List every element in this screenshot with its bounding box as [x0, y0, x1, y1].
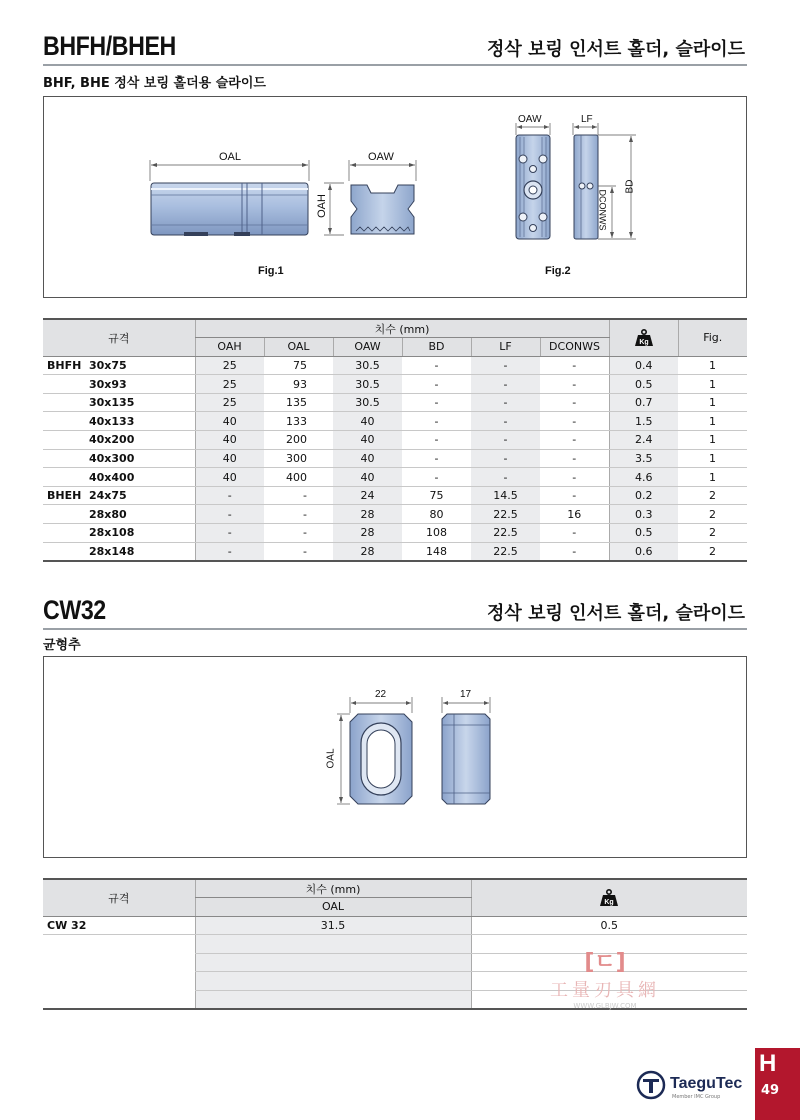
oah-cell: - [195, 542, 264, 561]
model-size: 28x108 [89, 526, 135, 540]
table-row [43, 356, 747, 375]
fig-cell: 2 [678, 542, 747, 561]
model-size: 28x148 [89, 544, 135, 558]
dim-label-oal: OAL [325, 748, 337, 769]
fig-cell: 2 [678, 524, 747, 543]
dconws-cell: - [540, 375, 609, 394]
svg-text:Kg: Kg [604, 898, 614, 906]
oal-cell: 31.5 [195, 916, 471, 935]
dim-label-oaw: OAW [368, 151, 394, 163]
oal-cell: 400 [264, 468, 333, 487]
section-header-cw32 [43, 596, 747, 630]
dim-label-22: 22 [375, 689, 387, 700]
header-weight [609, 319, 678, 356]
model-size: 30x75 [89, 358, 127, 372]
oaw-cell: 40 [333, 412, 402, 431]
model-group: BHFH [47, 358, 82, 372]
table-row [43, 431, 747, 450]
oal-cell: 93 [264, 375, 333, 394]
weight-cell: 0.3 [609, 505, 678, 524]
header-dimensions: 치수 (mm) [195, 879, 471, 898]
fig-cell: 2 [678, 486, 747, 505]
weight-cell: 2.4 [609, 431, 678, 450]
lf-cell: - [471, 412, 540, 431]
section-title-korean: 정삭 보링 인서트 홀더, 슬라이드 [487, 603, 745, 624]
figure-box-cw32 [43, 656, 747, 858]
bd-cell: - [402, 449, 471, 468]
table-row [43, 393, 747, 412]
oal-cell: 135 [264, 393, 333, 412]
table-row [43, 449, 747, 468]
table-row [43, 542, 747, 561]
lf-cell: - [471, 431, 540, 450]
dim-label-oah: OAH [315, 194, 328, 218]
model-size: 28x80 [89, 507, 127, 521]
oaw-cell: 28 [333, 542, 402, 561]
dconws-cell: - [540, 356, 609, 375]
oah-cell: 25 [195, 375, 264, 394]
table-row [43, 916, 747, 935]
header-weight [471, 879, 747, 916]
subheader-dconws: DCONWS [540, 338, 609, 357]
fig-cell: 1 [678, 412, 747, 431]
fig-cell: 1 [678, 431, 747, 450]
model-cell [43, 431, 195, 450]
oah-cell: 40 [195, 449, 264, 468]
weight-icon [634, 329, 654, 347]
oaw-cell: 24 [333, 486, 402, 505]
svg-text:Kg: Kg [638, 338, 649, 346]
watermark [535, 945, 675, 1010]
section-subtitle: 균형추 [43, 638, 81, 653]
model-size: 30x135 [89, 396, 135, 410]
table-row [43, 486, 747, 505]
dconws-cell: - [540, 542, 609, 561]
bd-cell: - [402, 431, 471, 450]
table-row [43, 412, 747, 431]
model-cell: CW 32 [43, 916, 195, 935]
fig-cell: 1 [678, 449, 747, 468]
brand-subtitle: Member IMC Group [672, 1094, 721, 1100]
oah-cell: 25 [195, 393, 264, 412]
watermark-text: 工量刃具網 [550, 980, 660, 1001]
section-title-korean: 정삭 보링 인서트 홀더, 슬라이드 [487, 39, 745, 60]
cw32-front-view [337, 697, 412, 804]
fig1-caption: Fig.1 [258, 265, 284, 277]
fig1-end-view [324, 160, 416, 235]
dim-label-lf: LF [581, 114, 593, 125]
model-cell [43, 524, 195, 543]
weight-cell: 0.5 [609, 375, 678, 394]
subheader-oal: OAL [264, 338, 333, 357]
dim-label-bd: BD [624, 179, 636, 194]
dconws-cell: - [540, 524, 609, 543]
model-cell [43, 505, 195, 524]
taegutec-logo-icon [636, 1070, 666, 1100]
lf-cell: - [471, 375, 540, 394]
table-row [43, 468, 747, 487]
fig2-front-view [516, 123, 550, 239]
bd-cell: - [402, 375, 471, 394]
model-cell [43, 393, 195, 412]
weight-cell: 3.5 [609, 449, 678, 468]
weight-cell: 0.7 [609, 393, 678, 412]
dconws-cell: - [540, 468, 609, 487]
bd-cell: - [402, 412, 471, 431]
tab-letter: H [759, 1050, 777, 1077]
weight-cell: 1.5 [609, 412, 678, 431]
model-cell [43, 375, 195, 394]
weight-cell: 0.6 [609, 542, 678, 561]
fig-cell: 1 [678, 356, 747, 375]
subheader-oaw: OAW [333, 338, 402, 357]
dconws-cell: - [540, 431, 609, 450]
bd-cell: 75 [402, 486, 471, 505]
bd-cell: 108 [402, 524, 471, 543]
section-tab [755, 1048, 800, 1120]
lf-cell: 14.5 [471, 486, 540, 505]
dconws-cell: 16 [540, 505, 609, 524]
header-dimensions: 치수 (mm) [195, 319, 609, 338]
lf-cell: 22.5 [471, 505, 540, 524]
dconws-cell: - [540, 449, 609, 468]
fig-cell: 1 [678, 393, 747, 412]
oal-cell: - [264, 486, 333, 505]
lf-cell: - [471, 393, 540, 412]
lf-cell: - [471, 468, 540, 487]
lf-cell: - [471, 356, 540, 375]
taegutec-logo [636, 1070, 743, 1100]
weight-cell: 0.2 [609, 486, 678, 505]
oah-cell: - [195, 505, 264, 524]
dconws-cell: - [540, 393, 609, 412]
model-cell [43, 412, 195, 431]
watermark-url: WWW.GLBJW.COM [573, 1002, 637, 1010]
page-number: 49 [761, 1083, 780, 1098]
dim-label-dconws: DCONWS [597, 189, 608, 231]
oah-cell: 40 [195, 412, 264, 431]
subheader-oah: OAH [195, 338, 264, 357]
technical-drawing-bhfh [44, 97, 746, 297]
oaw-cell: 40 [333, 431, 402, 450]
header-spec: 규격 [43, 319, 195, 356]
lf-cell: 22.5 [471, 542, 540, 561]
section-subtitle: BHF, BHE 정삭 보링 홀더용 슬라이드 [43, 76, 266, 91]
model-size: 40x133 [89, 414, 135, 428]
dim-label-oal: OAL [219, 151, 242, 163]
lf-cell: - [471, 449, 540, 468]
subheader-oal: OAL [195, 898, 471, 917]
dconws-cell: - [540, 486, 609, 505]
weight-cell: 0.5 [471, 916, 747, 935]
bd-cell: 148 [402, 542, 471, 561]
oal-cell: - [264, 505, 333, 524]
model-group: BHEH [47, 489, 82, 503]
oal-cell: - [264, 524, 333, 543]
oal-cell: 200 [264, 431, 333, 450]
model-cell [43, 468, 195, 487]
bd-cell: - [402, 393, 471, 412]
subheader-lf: LF [471, 338, 540, 357]
lf-cell: 22.5 [471, 524, 540, 543]
bd-cell: - [402, 468, 471, 487]
model-cell [43, 542, 195, 561]
model-size: 40x300 [89, 451, 135, 465]
section-title: CW32 [43, 595, 106, 625]
table-row [43, 375, 747, 394]
table-row [43, 505, 747, 524]
technical-drawing-cw32 [44, 657, 746, 857]
cw32-side-view [442, 697, 490, 804]
model-cell [43, 486, 195, 505]
dim-label-17: 17 [460, 689, 472, 700]
fig1-long-view [150, 160, 309, 236]
dconws-cell: - [540, 412, 609, 431]
model-size: 24x75 [89, 489, 127, 503]
oal-cell: 300 [264, 449, 333, 468]
oaw-cell: 30.5 [333, 356, 402, 375]
dim-label-oaw-fig2: OAW [518, 114, 542, 125]
model-cell [43, 449, 195, 468]
oaw-cell: 30.5 [333, 375, 402, 394]
figure-box-bhfh [43, 96, 747, 298]
oah-cell: 25 [195, 356, 264, 375]
oah-cell: 40 [195, 468, 264, 487]
model-size: 30x93 [89, 377, 127, 391]
fig2-caption: Fig.2 [545, 265, 571, 277]
weight-icon [599, 889, 619, 907]
model-size: 40x400 [89, 470, 135, 484]
oaw-cell: 30.5 [333, 393, 402, 412]
weight-cell: 0.5 [609, 524, 678, 543]
bd-cell: - [402, 356, 471, 375]
fig-cell: 1 [678, 375, 747, 394]
header-fig: Fig. [678, 319, 747, 356]
model-cell [43, 356, 195, 375]
model-size: 40x200 [89, 433, 135, 447]
oaw-cell: 28 [333, 505, 402, 524]
oal-cell: 133 [264, 412, 333, 431]
oaw-cell: 28 [333, 524, 402, 543]
weight-cell: 4.6 [609, 468, 678, 487]
fig-cell: 2 [678, 505, 747, 524]
section-header-bhfh [43, 32, 747, 66]
oal-cell: 75 [264, 356, 333, 375]
subheader-bd: BD [402, 338, 471, 357]
oah-cell: - [195, 524, 264, 543]
oaw-cell: 40 [333, 449, 402, 468]
oaw-cell: 40 [333, 468, 402, 487]
fig-cell: 1 [678, 468, 747, 487]
section-title: BHFH/BHEH [43, 31, 176, 61]
oah-cell: - [195, 486, 264, 505]
table-row [43, 524, 747, 543]
brand-name: TaeguTec [670, 1075, 743, 1092]
weight-cell: 0.4 [609, 356, 678, 375]
bd-cell: 80 [402, 505, 471, 524]
oah-cell: 40 [195, 431, 264, 450]
header-spec: 규격 [43, 879, 195, 916]
oal-cell: - [264, 542, 333, 561]
bhfh-spec-table [43, 318, 747, 562]
watermark-logo-icon: [ㄷ] [584, 950, 626, 975]
